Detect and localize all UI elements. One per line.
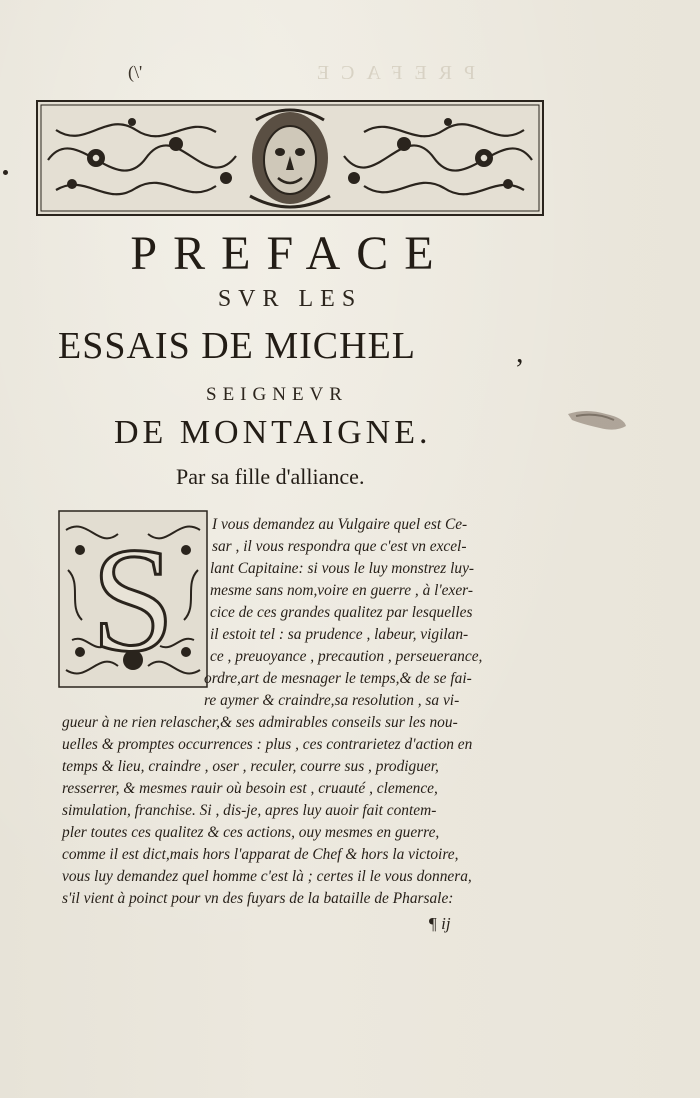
body-line: uelles & promptes occurrences : plus , ces contrarietez d'action en xyxy=(62,736,473,753)
body-line: il estoit tel : sa prudence , labeur, vigilan- xyxy=(210,626,469,643)
body-line: cice de ces grandes qualitez par lesquelles xyxy=(210,604,473,621)
title-de-montaigne: DE MONTAIGNE. xyxy=(114,414,432,451)
ink-smudge xyxy=(566,406,628,434)
body-line: s'il vient à poinct pour vn des fuyars de la bataille de Pharsale: xyxy=(62,890,454,907)
subtitle-author: Par sa fille d'alliance. xyxy=(176,464,365,489)
body-line: mesme sans nom,voire en guerre , à l'exer- xyxy=(210,582,473,599)
decorated-initial xyxy=(58,510,208,688)
body-line: comme il est dict,mais hors l'apparat de Chef & hors la victoire, xyxy=(62,846,459,863)
body-line: re aymer & craindre,sa resolution , sa vi- xyxy=(204,692,460,709)
ornamental-headpiece xyxy=(36,100,544,216)
title-sur-les: SVR LES xyxy=(217,286,363,312)
body-line: vous luy demandez quel homme c'est là ; certes il le vous donnera, xyxy=(62,868,472,885)
ink-dot xyxy=(3,170,8,175)
title-preface: PREFACE xyxy=(130,227,450,280)
body-line: lant Capitaine: si vous le luy monstrez luy- xyxy=(210,560,475,577)
body-line: ordre,art de mesnager le temps,& de se fai- xyxy=(204,670,472,687)
body-line: resserrer, & mesmes rauir où besoin est , cruauté , clemence, xyxy=(62,780,438,797)
body-line: temps & lieu, craindre , oser , reculer, courre sus , prodiguer, xyxy=(62,758,439,775)
dropcap-letter: S xyxy=(91,517,175,683)
catchword-signature: ¶ ij xyxy=(428,914,451,933)
body-line: gueur à ne rien relascher,& ses admirables conseils sur les nou- xyxy=(62,714,458,731)
body-line: I vous demandez au Vulgaire quel est Ce- xyxy=(212,516,468,533)
body-line: pler toutes ces qualitez & ces actions, ouy mesmes en guerre, xyxy=(62,824,440,841)
body-line: simulation, franchise. Si , dis-je, apres luy auoir fait contem- xyxy=(62,802,437,819)
title-essais: ESSAIS DE MICHEL xyxy=(58,325,417,367)
title-seigneur: SEIGNEVR xyxy=(206,384,348,405)
title-comma: , xyxy=(516,336,524,369)
body-line: ce , preuoyance , precaution , perseuerance, xyxy=(210,648,483,665)
show-through-text: PREFACE xyxy=(304,62,476,84)
corner-mark: (\' xyxy=(128,62,143,82)
body-line: sar , il vous respondra que c'est vn excel- xyxy=(212,538,467,555)
